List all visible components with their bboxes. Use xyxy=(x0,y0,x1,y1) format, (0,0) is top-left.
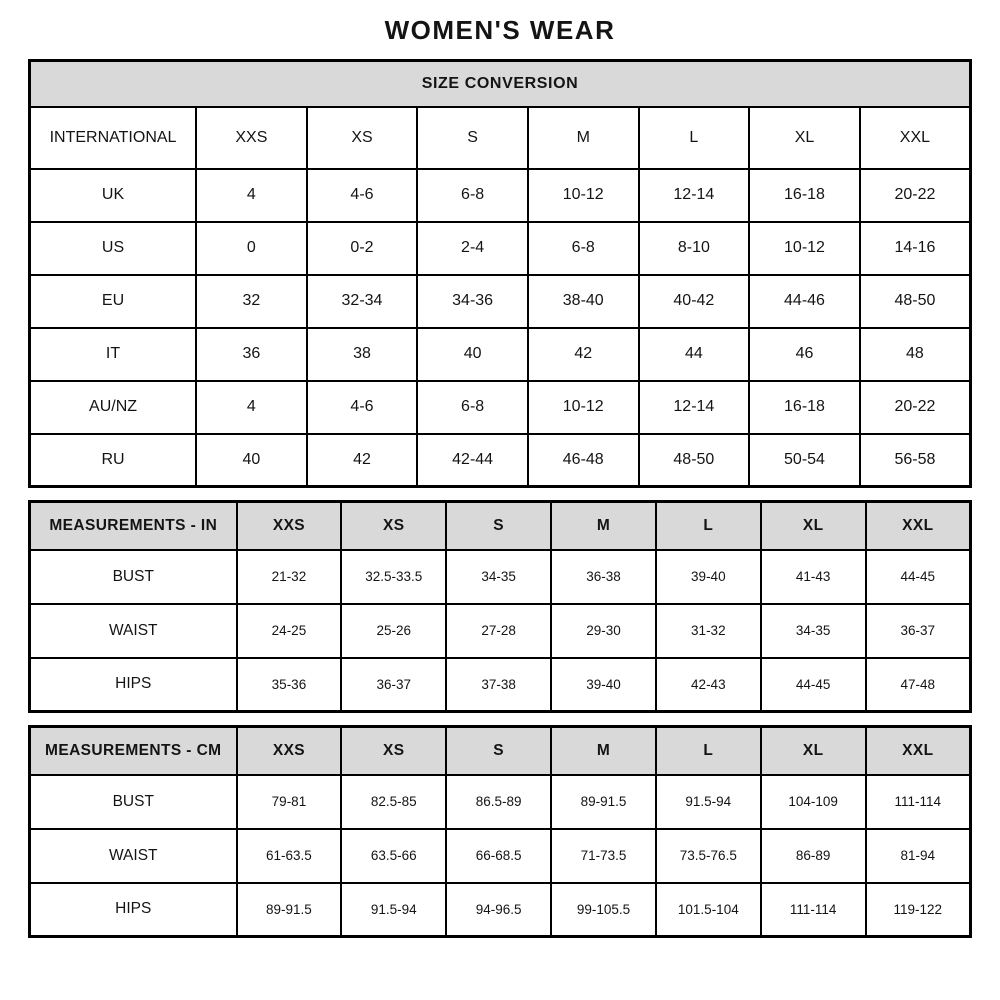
measurement-value: 42-43 xyxy=(656,658,761,712)
measurement-value: 47-48 xyxy=(866,658,971,712)
measurement-value: 34-35 xyxy=(761,604,866,658)
measurement-value: 89-91.5 xyxy=(237,883,342,937)
measurement-value: 36-37 xyxy=(341,658,446,712)
row-label: IT xyxy=(30,328,197,381)
table-row xyxy=(30,604,971,658)
table-title-row xyxy=(30,61,971,107)
measurement-value: 89-91.5 xyxy=(551,775,656,829)
row-label: WAIST xyxy=(30,829,237,883)
column-header: INTERNATIONAL xyxy=(30,107,197,169)
column-header: S xyxy=(446,727,551,775)
table-row xyxy=(30,328,971,381)
column-header: XL xyxy=(761,502,866,550)
size-value: 14-16 xyxy=(860,222,971,275)
column-header: XXS xyxy=(237,502,342,550)
column-header: M xyxy=(551,502,656,550)
measurement-value: 71-73.5 xyxy=(551,829,656,883)
row-label: US xyxy=(30,222,197,275)
row-label: EU xyxy=(30,275,197,328)
size-value: 42 xyxy=(307,434,418,487)
measurement-value: 35-36 xyxy=(237,658,342,712)
column-header: XXS xyxy=(237,727,342,775)
row-label: BUST xyxy=(30,550,237,604)
row-label: RU xyxy=(30,434,197,487)
column-header: S xyxy=(446,502,551,550)
measurement-value: 24-25 xyxy=(237,604,342,658)
size-value: 6-8 xyxy=(528,222,639,275)
measurement-value: 81-94 xyxy=(866,829,971,883)
row-label: WAIST xyxy=(30,604,237,658)
measurement-value: 36-37 xyxy=(866,604,971,658)
column-header: XXL xyxy=(866,727,971,775)
measurement-value: 21-32 xyxy=(237,550,342,604)
size-value: 48-50 xyxy=(860,275,971,328)
measurement-value: 39-40 xyxy=(551,658,656,712)
size-header-row xyxy=(30,107,971,169)
table-row xyxy=(30,883,971,937)
measurement-value: 27-28 xyxy=(446,604,551,658)
row-label: UK xyxy=(30,169,197,222)
measurement-value: 99-105.5 xyxy=(551,883,656,937)
size-value: 6-8 xyxy=(417,169,528,222)
size-value: 4 xyxy=(196,381,307,434)
measurement-value: 29-30 xyxy=(551,604,656,658)
row-label: BUST xyxy=(30,775,237,829)
measurement-value: 111-114 xyxy=(866,775,971,829)
table-row xyxy=(30,169,971,222)
size-value: 40 xyxy=(417,328,528,381)
column-header: L xyxy=(656,727,761,775)
measurement-value: 37-38 xyxy=(446,658,551,712)
size-value: 4-6 xyxy=(307,169,418,222)
size-value: 44 xyxy=(639,328,750,381)
size-value: 6-8 xyxy=(417,381,528,434)
size-value: 20-22 xyxy=(860,381,971,434)
size-value: 0 xyxy=(196,222,307,275)
column-header: XXL xyxy=(866,502,971,550)
column-header: XL xyxy=(749,107,860,169)
size-value: 48-50 xyxy=(639,434,750,487)
column-header: XXS xyxy=(196,107,307,169)
size-value: 36 xyxy=(196,328,307,381)
table-row xyxy=(30,275,971,328)
column-header: M xyxy=(528,107,639,169)
size-value: 16-18 xyxy=(749,381,860,434)
size-value: 2-4 xyxy=(417,222,528,275)
size-value: 32-34 xyxy=(307,275,418,328)
measurement-value: 32.5-33.5 xyxy=(341,550,446,604)
column-header: M xyxy=(551,727,656,775)
column-header: XXL xyxy=(860,107,971,169)
table-row xyxy=(30,381,971,434)
measurement-value: 82.5-85 xyxy=(341,775,446,829)
size-value: 46 xyxy=(749,328,860,381)
size-value: 48 xyxy=(860,328,971,381)
measurement-value: 31-32 xyxy=(656,604,761,658)
table-row xyxy=(30,775,971,829)
size-value: 10-12 xyxy=(528,381,639,434)
measurements-cm-table xyxy=(28,725,972,938)
measurement-value: 91.5-94 xyxy=(656,775,761,829)
measurement-value: 119-122 xyxy=(866,883,971,937)
size-value: 40 xyxy=(196,434,307,487)
measurement-value: 66-68.5 xyxy=(446,829,551,883)
size-value: 12-14 xyxy=(639,381,750,434)
column-header: XS xyxy=(341,727,446,775)
measurement-value: 86-89 xyxy=(761,829,866,883)
size-value: 56-58 xyxy=(860,434,971,487)
measurement-value: 61-63.5 xyxy=(237,829,342,883)
measurement-value: 91.5-94 xyxy=(341,883,446,937)
size-conversion-title: SIZE CONVERSION xyxy=(30,61,971,107)
measurement-value: 111-114 xyxy=(761,883,866,937)
table-row xyxy=(30,222,971,275)
size-value: 12-14 xyxy=(639,169,750,222)
measurement-value: 63.5-66 xyxy=(341,829,446,883)
table-row xyxy=(30,434,971,487)
row-label: HIPS xyxy=(30,658,237,712)
size-value: 0-2 xyxy=(307,222,418,275)
measurement-value: 44-45 xyxy=(761,658,866,712)
table-row xyxy=(30,658,971,712)
measurement-value: 41-43 xyxy=(761,550,866,604)
table-row xyxy=(30,550,971,604)
row-label: HIPS xyxy=(30,883,237,937)
measurement-value: 73.5-76.5 xyxy=(656,829,761,883)
size-value: 34-36 xyxy=(417,275,528,328)
size-value: 46-48 xyxy=(528,434,639,487)
column-header: XS xyxy=(341,502,446,550)
measurement-value: 25-26 xyxy=(341,604,446,658)
column-header: L xyxy=(656,502,761,550)
measurement-value: 86.5-89 xyxy=(446,775,551,829)
size-value: 42-44 xyxy=(417,434,528,487)
measurement-value: 79-81 xyxy=(237,775,342,829)
measurement-value: 101.5-104 xyxy=(656,883,761,937)
size-value: 40-42 xyxy=(639,275,750,328)
size-value: 38 xyxy=(307,328,418,381)
size-value: 42 xyxy=(528,328,639,381)
column-header: XL xyxy=(761,727,866,775)
column-header: XS xyxy=(307,107,418,169)
column-header: L xyxy=(639,107,750,169)
size-value: 44-46 xyxy=(749,275,860,328)
size-value: 20-22 xyxy=(860,169,971,222)
page-title: WOMEN'S WEAR xyxy=(384,15,616,45)
column-header: MEASUREMENTS - CM xyxy=(30,727,237,775)
measurement-value: 34-35 xyxy=(446,550,551,604)
measurement-value: 94-96.5 xyxy=(446,883,551,937)
size-value: 16-18 xyxy=(749,169,860,222)
column-header: S xyxy=(417,107,528,169)
row-label: AU/NZ xyxy=(30,381,197,434)
size-value: 10-12 xyxy=(528,169,639,222)
table-row xyxy=(30,829,971,883)
measurement-value: 39-40 xyxy=(656,550,761,604)
size-value: 10-12 xyxy=(749,222,860,275)
measurements-cm-header-row xyxy=(30,727,971,775)
size-value: 4-6 xyxy=(307,381,418,434)
measurements-in-table xyxy=(28,500,972,713)
size-value: 38-40 xyxy=(528,275,639,328)
size-value: 8-10 xyxy=(639,222,750,275)
size-value: 4 xyxy=(196,169,307,222)
measurements-in-header-row xyxy=(30,502,971,550)
measurement-value: 44-45 xyxy=(866,550,971,604)
column-header: MEASUREMENTS - IN xyxy=(30,502,237,550)
size-conversion-table xyxy=(28,59,972,488)
size-value: 32 xyxy=(196,275,307,328)
measurement-value: 36-38 xyxy=(551,550,656,604)
size-value: 50-54 xyxy=(749,434,860,487)
measurement-value: 104-109 xyxy=(761,775,866,829)
